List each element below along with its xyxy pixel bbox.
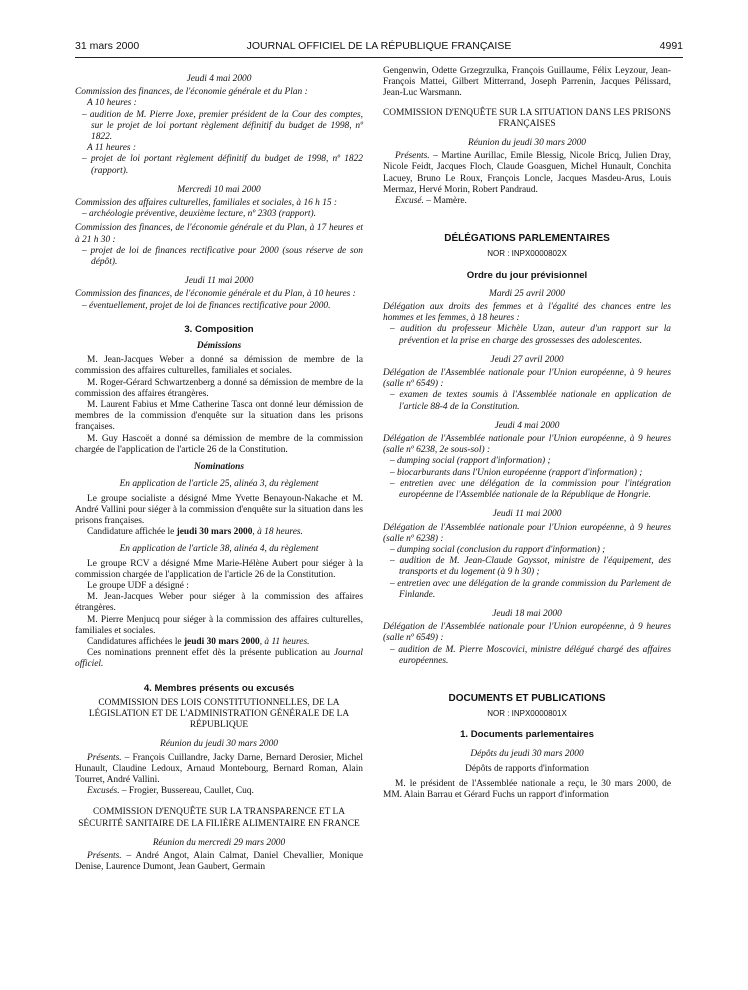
- agenda-item: – audition de M. Pierre Joxe, premier président de la Cour des comptes, sur le projet de loi portant règlement définitif du budget de 1998, nº 1822.: [82, 109, 363, 143]
- section-heading: 1. Documents parlementaires: [460, 729, 594, 741]
- paragraph: M. Roger-Gérard Schwartzenberg a donné sa démission de membre de la commission des affaires étrangères.: [75, 377, 363, 399]
- agenda-item: – dumping social (conclusion du rapport d'information) ;: [390, 544, 606, 555]
- present-list: Présents. – François Cuillandre, Jacky Darne, Bernard Derosier, Michel Hunault, Claudine Ledoux, Arnaud Montebourg, Bernard Roman, Alain Tourret, André Vallini.: [75, 752, 363, 785]
- commission-title: COMMISSION D'ENQUÊTE SUR LA SITUATION DANS LES PRISONS FRANÇAISES: [383, 107, 671, 129]
- date-heading: Jeudi 4 mai 2000: [186, 74, 252, 84]
- deposit-date: Dépôts du jeudi 30 mars 2000: [470, 748, 584, 759]
- delegation-line: Délégation de l'Assemblée nationale pour l'Union européenne, à 9 heures (salle nº 6549) :: [383, 622, 671, 644]
- agenda-item: – projet de loi de finances rectificative pour 2000 (sous réserve de son dépôt).: [82, 245, 363, 268]
- paragraph: Candidatures affichées le jeudi 30 mars 2000, à 11 heures.: [87, 636, 310, 647]
- paragraph: Candidature affichée le jeudi 30 mars 2000, à 18 heures.: [87, 527, 303, 538]
- commission-line: Commission des affaires culturelles, familiales et sociales, à 16 h 15 :: [75, 198, 338, 209]
- paragraph: Ces nominations prennent effet dès la présente publication au Journal officiel.: [75, 648, 363, 670]
- paragraph: M. Guy Hascoët a donné sa démission de membre de la commission chargée de l'application de l'article 26 de la Constitution.: [75, 433, 363, 455]
- section-title: DÉLÉGATIONS PARLEMENTAIRES: [444, 233, 610, 245]
- header-date: 31 mars 2000: [75, 40, 140, 52]
- agenda-item: – entretien avec une délégation de la grande commission du Parlement de Finlande.: [390, 578, 671, 600]
- delegation-line: Délégation aux droits des femmes et à l'égalité des chances entre les hommes et les femmes, à 18 heures :: [383, 302, 671, 324]
- nor-reference: NOR : INPX0000801X: [487, 709, 567, 719]
- paragraph: M. le président de l'Assemblée nationale a reçu, le 30 mars 2000, de MM. Alain Barrau et Gérard Fuchs un rapport d'information: [383, 778, 671, 801]
- present-list: Présents. – Martine Aurillac, Emile Blessig, Nicole Bricq, Julien Dray, Nicole Feidt, Jacques Floch, Claude Goasguen, Michel Hunault, Conchita Lacuey, Bruno Le Roux, François Loncle, Jacques Masdeu-Arus, Louis Mermaz, Hervé Morin, Robert Pandraud.: [383, 151, 671, 195]
- meeting-date: Réunion du mercredi 29 mars 2000: [152, 837, 286, 848]
- paragraph: Le groupe socialiste a désigné Mme Yvette Benayoun-Nakache et M. André Vallini pour siéger à la commission d'enquête sur la situation dans les prisons françaises.: [75, 493, 363, 526]
- left-column: [75, 66, 363, 873]
- date-heading: Jeudi 27 avril 2000: [490, 354, 564, 365]
- nor-reference: NOR : INPX0000802X: [487, 249, 567, 259]
- agenda-item: – biocarburants dans l'Union européenne (rapport d'information) ;: [390, 467, 643, 478]
- commission-title: COMMISSION D'ENQUÊTE SUR LA TRANSPARENCE ET LA SÉCURITÉ SANITAIRE DE LA FILIÈRE ALIMENTAIRE EN FRANCE: [78, 807, 360, 829]
- page-number: 4991: [659, 40, 683, 52]
- present-list-continued: Gengenwin, Odette Grzegrzulka, François Guillaume, Félix Leyzour, Jean-François Mattei, Gilbert Mitterrand, Joseph Parrenin, Jacques Pélissard, Jean-Luc Warsmann.: [383, 66, 671, 99]
- delegation-line: Délégation de l'Assemblée nationale pour l'Union européenne, à 9 heures (salle nº 6549) :: [383, 368, 671, 390]
- agenda-item: – entretien avec une délégation de la commission pour l'intégration européenne de l'Assemblée nationale de la République de Hongrie.: [390, 478, 671, 501]
- delegation-line: Délégation de l'Assemblée nationale pour l'Union européenne, à 9 heures (salle nº 6238, 2e sous-sol) :: [383, 434, 671, 456]
- journal-title: JOURNAL OFFICIEL DE LA RÉPUBLIQUE FRANÇAISE: [246, 40, 512, 52]
- agenda-item: – audition de M. Jean-Claude Gayssot, ministre de l'équipement, des transports et du logement (à 9 h 30) ;: [390, 556, 671, 578]
- date-heading: Jeudi 11 mai 2000: [492, 509, 562, 520]
- right-column: [383, 66, 671, 801]
- paragraph: Le groupe RCV a désigné Mme Marie-Hélène Aubert pour siéger à la commission chargée de l'application de l'article 26 de la Constitution.: [75, 558, 363, 580]
- header-rule: [75, 57, 683, 58]
- agenda-item: – audition de M. Pierre Moscovici, ministre délégué chargé des affaires européennes.: [390, 644, 671, 666]
- section-title: DOCUMENTS ET PUBLICATIONS: [448, 692, 606, 704]
- rule-reference: En application de l'article 38, alinéa 4, du règlement: [119, 544, 319, 555]
- paragraph: M. Laurent Fabius et Mme Catherine Tasca ont donné leur démission de membres de la commission d'enquête sur la situation dans les prisons françaises.: [75, 400, 363, 433]
- time-line: A 10 heures :: [87, 98, 137, 109]
- commission-line: Commission des finances, de l'économie générale et du Plan :: [75, 87, 308, 98]
- agenda-item: – projet de loi portant règlement définitif du budget de 1998, nº 1822 (rapport).: [82, 154, 363, 176]
- page-header: [75, 40, 683, 56]
- present-list: Présents. – André Angot, Alain Calmat, Daniel Chevallier, Monique Denise, Laurence Dumont, Jean Gaubert, Germain: [75, 850, 363, 873]
- date-heading: Jeudi 18 mai 2000: [492, 608, 562, 619]
- agenda-item: – archéologie préventive, deuxième lecture, nº 2303 (rapport).: [82, 209, 316, 220]
- rule-reference: En application de l'article 25, alinéa 3, du règlement: [119, 479, 319, 490]
- agenda-item: – examen de textes soumis à l'Assemblée nationale en application de l'article 88-4 de la Constitution.: [390, 390, 671, 412]
- commission-line: Commission des finances, de l'économie générale et du Plan, à 17 heures et à 21 h 30 :: [75, 223, 363, 245]
- agenda-item: – audition du professeur Michèle Uzan, auteur d'un rapport sur la prévention et la prise en charge des grossesses des adolescentes.: [390, 324, 671, 346]
- time-line: A 11 heures :: [87, 143, 137, 154]
- commission-title: COMMISSION DES LOIS CONSTITUTIONNELLES, DE LA LÉGISLATION ET DE L'ADMINISTRATION GÉNÉRALE DE LA RÉPUBLIQUE: [88, 697, 350, 731]
- date-heading: Jeudi 11 mai 2000: [184, 276, 254, 287]
- excused-list: Excusé. – Mamère.: [395, 196, 467, 207]
- paragraph: M. Jean-Jacques Weber pour siéger à la commission des affaires étrangères.: [75, 592, 363, 614]
- paragraph: Le groupe UDF a désigné :: [87, 580, 189, 591]
- agenda-item: – dumping social (rapport d'information) ;: [390, 456, 551, 467]
- subsection-heading: Démissions: [196, 341, 242, 352]
- subsection-heading: Nominations: [193, 462, 244, 473]
- date-heading: Mardi 25 avril 2000: [489, 288, 565, 299]
- meeting-date: Réunion du jeudi 30 mars 2000: [160, 739, 278, 750]
- excused-list: Excusés. – Frogier, Bussereau, Caullet, Cuq.: [87, 786, 254, 797]
- date-heading: Jeudi 4 mai 2000: [494, 420, 560, 431]
- paragraph: M. Jean-Jacques Weber a donné sa démission de membre de la commission des affaires culturelles, familiales et sociales.: [75, 355, 363, 377]
- agenda-title: Ordre du jour prévisionnel: [466, 269, 588, 281]
- deposit-heading: Dépôts de rapports d'information: [465, 763, 589, 774]
- section-heading: 3. Composition: [184, 323, 254, 335]
- delegation-line: Délégation de l'Assemblée nationale pour l'Union européenne, à 9 heures (salle nº 6238) :: [383, 522, 671, 544]
- paragraph: M. Pierre Menjucq pour siéger à la commission des affaires culturelles, familiales et sociales.: [75, 614, 363, 636]
- date-heading: Mercredi 10 mai 2000: [177, 184, 261, 195]
- agenda-item: – éventuellement, projet de loi de finances rectificative pour 2000.: [82, 300, 331, 311]
- meeting-date: Réunion du jeudi 30 mars 2000: [468, 138, 586, 149]
- section-heading: 4. Membres présents ou excusés: [143, 682, 295, 694]
- commission-line: Commission des finances, de l'économie générale et du Plan, à 10 heures :: [75, 289, 356, 300]
